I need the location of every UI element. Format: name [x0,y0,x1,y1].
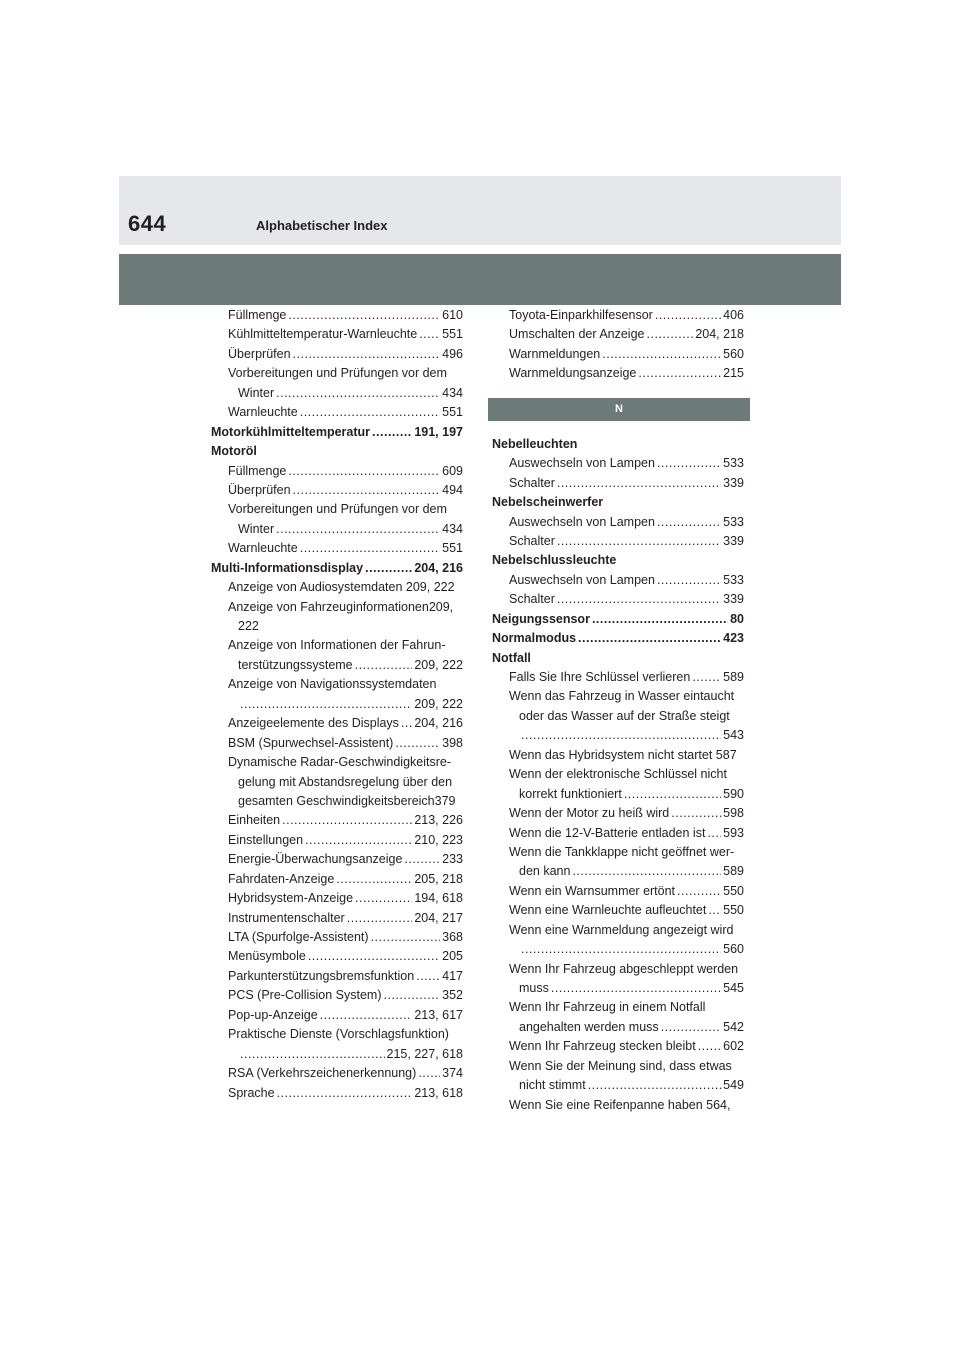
index-entry [492,325,744,344]
index-page-ref: 496 [442,346,463,361]
index-entry-text: Auswechseln von Lampen [509,456,655,471]
index-entry [492,474,744,493]
dot-leader [657,571,721,590]
dot-leader [355,656,413,675]
index-entry-text: Schalter [509,592,555,607]
index-main-entry: Nebelscheinwerfer [492,495,604,510]
index-entry-text: Umschalten der Anzeige [509,327,645,342]
index-entry [211,811,463,830]
index-page-ref: 204, 216 [414,716,463,731]
index-entry: Wenn die Tankklappe nicht geöffnet wer- [509,844,735,859]
index-entry [211,947,463,966]
index-entry-text: Auswechseln von Lampen [509,514,655,529]
dot-leader [282,811,412,830]
index-entry-text: angehalten werden muss [519,1019,659,1034]
dot-leader [365,559,412,578]
index-page-ref: 602 [723,1039,744,1054]
index-entry-text: Füllmenge [228,463,287,478]
index-column-right [492,306,744,1115]
index-entry: Wenn das Hybridsystem nicht startet 587 [509,747,737,762]
dot-leader [401,714,412,733]
index-entry [211,909,463,928]
dot-leader [578,629,721,648]
index-entry [211,986,463,1005]
index-entry: Anzeige von Fahrzeuginformationen209, [228,599,454,614]
dot-leader [624,785,721,804]
index-entry [211,520,463,539]
index-entry [492,940,744,959]
index-entry-text: PCS (Pre-Collision System) [228,988,382,1003]
dot-leader [657,454,721,473]
index-main-entry: Motoröl [211,444,257,459]
index-page-ref: 598 [723,806,744,821]
index-entry [211,695,463,714]
index-entry [492,726,744,745]
index-entry: Anzeige von Audiosystemdaten 209, 222 [228,580,455,595]
index-page-ref: 204, 218 [695,327,744,342]
index-column-left [211,306,463,1103]
dot-leader [355,889,412,908]
index-entry [492,901,744,920]
index-main-entry: Notfall [492,650,531,665]
dot-leader [572,862,721,881]
index-entry [211,1064,463,1083]
index-page-ref: 550 [723,883,744,898]
index-entry-text: den kann [519,864,571,879]
dot-leader [419,325,440,344]
dot-leader [240,1045,385,1064]
index-entry: Anzeige von Informationen der Fahrun- [228,638,446,653]
index-entry-text: Winter [238,385,275,400]
index-entry: Anzeige von Navigationssystemdaten [228,677,437,692]
dot-leader [276,520,440,539]
index-page-ref: 423 [723,631,744,646]
index-entry [211,403,463,422]
index-entry-text: Einheiten [228,813,281,828]
dot-leader [677,882,721,901]
index-page-ref: 209, 222 [414,696,463,711]
index-entry: gelung mit Abstandsregelung über den [238,774,453,789]
index-page-ref: 551 [442,541,463,556]
index-entry [492,454,744,473]
index-entry [492,824,744,843]
index-entry-text: Warnmeldungen [509,346,601,361]
index-entry-text: Energie-Überwachungsanzeige [228,852,403,867]
page-number: 644 [128,211,167,236]
index-group-previous [492,306,744,384]
index-page-ref: 213, 226 [414,813,463,828]
dot-leader [551,979,721,998]
index-page-ref: 549 [723,1078,744,1093]
dot-leader [692,668,721,687]
index-page-ref: 213, 618 [414,1085,463,1100]
index-entry-text: Fahrdaten-Anzeige [228,871,335,886]
dot-leader [320,1006,413,1025]
header-band [119,254,841,305]
index-entry-text: Falls Sie Ihre Schlüssel verlieren [509,670,691,684]
index-page-ref: 205 [442,949,463,964]
index-entry-text: Warnmeldungsanzeige [509,366,637,381]
index-page-ref: 406 [723,308,744,322]
dot-leader [657,513,721,532]
index-entry-text: Wenn Ihr Fahrzeug stecken bleibt [509,1039,696,1054]
index-entry-text: Wenn eine Warnleuchte aufleuchtet [509,903,707,918]
index-page-ref: 398 [442,735,463,750]
index-entry: Wenn Sie der Meinung sind, dass etwas [509,1058,732,1073]
index-entry: Praktische Dienste (Vorschlagsfunktion) [228,1027,449,1042]
index-entry: Vorbereitungen und Prüfungen vor dem [228,502,447,517]
index-entry: gesamten Geschwindigkeitsbereich379 [238,793,456,808]
index-entry-text: muss [519,981,549,995]
index-entry: Dynamische Radar-Geschwindigkeitsre- [228,755,451,770]
index-entry: Wenn das Fahrzeug in Wasser eintaucht [509,689,735,704]
index-page-ref: 610 [442,308,463,322]
dot-leader [416,967,440,986]
index-entry [211,306,463,325]
index-entry-text: Hybridsystem-Anzeige [228,891,354,906]
dot-leader [418,1064,440,1083]
index-entry-text: korrekt funktioniert [519,786,622,801]
index-entry-text: Parkunterstützungsbremsfunktion [228,968,415,983]
dot-leader [592,610,728,629]
index-page-ref: 205, 218 [414,871,463,886]
dot-leader [372,423,412,442]
index-entry-text: Wenn der Motor zu heiß wird [509,806,670,821]
dot-leader [602,345,721,364]
index-entry-text: Multi-Informationsdisplay [211,560,364,575]
index-entry [492,513,744,532]
index-entry [211,889,463,908]
index-entry-text: BSM (Spurwechsel-Assistent) [228,735,394,750]
index-entry [492,571,744,590]
index-entry: Wenn Ihr Fahrzeug in einem Notfall [509,1000,706,1015]
index-entry-text: Wenn die 12-V-Batterie entladen ist [509,825,706,840]
index-main-entry [492,629,744,648]
dot-leader [638,364,721,383]
index-entry [492,785,744,804]
index-entry [211,967,463,986]
dot-leader [655,306,721,325]
index-entry-text: RSA (Verkehrszeichenerkennung) [228,1066,417,1081]
dot-leader [647,325,694,344]
dot-leader [276,384,440,403]
index-page-ref: 551 [442,405,463,420]
index-page-ref: 533 [723,514,744,529]
index-entry-text: Warnleuchte [228,405,298,420]
index-page-ref: 434 [442,385,463,400]
dot-leader [288,306,440,325]
index-entry-text: Menüsymbole [228,949,306,964]
index-page-ref: 417 [442,968,463,983]
index-page-ref: 213, 617 [414,1007,463,1022]
index-entry-text: Warnleuchte [228,541,298,556]
dot-leader [521,940,721,959]
index-entry-text: Auswechseln von Lampen [509,572,655,587]
index-page-ref: 194, 618 [414,891,463,906]
dot-leader [347,909,413,928]
dot-leader [240,695,412,714]
index-entry [492,590,744,609]
index-entry: Wenn eine Warnmeldung angezeigt wird [509,922,734,937]
index-entry [492,1076,744,1095]
index-page-ref: 80 [730,611,744,626]
index-entry [492,345,744,364]
index-page-ref: 339 [723,592,744,607]
dot-leader [395,734,440,753]
index-page-ref: 210, 223 [414,832,463,847]
dot-leader [288,462,440,481]
index-entry [492,306,744,325]
dot-leader [588,1076,721,1095]
index-entry [211,850,463,869]
index-entry-text: nicht stimmt [519,1078,586,1093]
dot-leader [277,1084,413,1103]
index-entry [211,539,463,558]
index-entry-text: LTA (Spurfolge-Assistent) [228,930,369,944]
index-page-ref: 609 [442,463,463,478]
index-main-entry: Nebelleuchten [492,436,578,451]
index-main-entry [211,423,463,442]
index-page-ref: 560 [723,942,744,957]
index-page-ref: 589 [723,670,744,684]
index-entry-text: Motorkühlmitteltemperatur [211,424,371,439]
index-page-ref: 339 [723,533,744,548]
index-entry: oder das Wasser auf der Straße steigt [519,708,730,723]
index-entry-text: Kühlmitteltemperatur-Warnleuchte [228,327,418,342]
index-entry-text: Schalter [509,475,555,490]
index-entry: 222 [238,619,259,633]
index-entry-text: Anzeigeelemente des Displays [228,716,399,731]
index-main-entry: Nebelschlussleuchte [492,553,617,568]
dot-leader [707,824,721,843]
dot-leader [708,901,721,920]
index-page-ref: 543 [723,728,744,743]
index-entry [492,668,744,687]
dot-leader [293,345,441,364]
index-entry [211,714,463,733]
index-page-ref: 550 [723,903,744,918]
index-entry [492,882,744,901]
index-entry [492,862,744,881]
index-page-ref: 233 [442,852,463,867]
index-entry-text: Überprüfen [228,482,291,497]
index-page-ref: 209, 222 [414,657,463,672]
index-page-ref: 545 [723,981,744,995]
dot-leader [371,928,441,947]
index-page-ref: 374 [442,1066,463,1081]
dot-leader [384,986,441,1005]
index-page-ref: 339 [723,475,744,490]
index-page-ref: 191, 197 [414,424,463,439]
index-entry [211,325,463,344]
index-group-n [492,435,744,1115]
dot-leader [698,1037,721,1056]
index-entry [492,364,744,383]
index-main-entry [492,610,744,629]
index-entry [211,481,463,500]
index-entry-text: Einstellungen [228,832,304,847]
index-page-ref: 593 [723,825,744,840]
index-page-ref: 434 [442,521,463,536]
index-entry-text: Winter [238,521,275,536]
index-entry [211,1006,463,1025]
index-entry [211,831,463,850]
dot-leader [557,532,721,551]
index-entry-text: Toyota-Einparkhilfesensor [509,308,653,322]
index-page-ref: 551 [442,327,463,342]
index-page-ref: 204, 217 [414,910,463,925]
index-entry-text: Schalter [509,533,555,548]
index-entry [211,462,463,481]
index-entry [211,928,463,947]
index-entry-text: Normalmodus [492,631,577,646]
dot-leader [305,831,412,850]
header-bar [119,176,841,245]
index-entry: Wenn Sie eine Reifenpanne haben 564, [509,1097,731,1112]
page-title: Alphabetischer Index [256,218,388,233]
dot-leader [557,590,721,609]
index-entry [492,979,744,998]
index-entry [211,345,463,364]
dot-leader [308,947,440,966]
index-page-ref: 590 [723,786,744,801]
dot-leader [336,870,412,889]
index-page-ref: 215, 227, 618 [386,1046,463,1061]
index-entry [211,1045,463,1064]
index-entry [492,804,744,823]
index-page-ref: 542 [723,1019,744,1034]
index-page-ref: 560 [723,346,744,361]
index-entry: Vorbereitungen und Prüfungen vor dem [228,366,447,381]
dot-leader [300,539,440,558]
index-entry [492,1037,744,1056]
index-entry-text: Füllmenge [228,308,287,322]
section-letter-bar: N [488,398,750,421]
index-entry: Wenn Ihr Fahrzeug abgeschleppt werden [509,961,739,976]
index-entry [211,734,463,753]
dot-leader [521,726,721,745]
index-entry-text: Sprache [228,1085,275,1100]
index-entry-text: Neigungssensor [492,611,590,626]
index-page-ref: 494 [442,482,463,497]
index-page-ref: 533 [723,456,744,471]
index-page-ref: 533 [723,572,744,587]
index-entry-text: Pop-up-Anzeige [228,1007,318,1022]
index-entry [492,1018,744,1037]
dot-leader [661,1018,721,1037]
dot-leader [557,474,721,493]
index-entry-text: Wenn ein Warnsummer ertönt [509,883,676,898]
index-page-ref: 352 [442,988,463,1003]
dot-leader [293,481,441,500]
index-page-ref: 204, 216 [414,560,463,575]
index-entry-text: Instrumentenschalter [228,910,345,925]
index-page-ref: 215 [723,366,744,381]
dot-leader [671,804,721,823]
index-entry [211,1084,463,1103]
index-entry [211,870,463,889]
index-entry-text: Überprüfen [228,346,291,361]
index-entry [492,532,744,551]
index-page-ref: 589 [723,864,744,879]
dot-leader [300,403,440,422]
dot-leader [404,850,440,869]
index-page-ref: 368 [442,930,463,944]
index-entry [211,656,463,675]
index-entry-text: terstützungssysteme [238,657,353,672]
index-entry [211,384,463,403]
index-entry: Wenn der elektronische Schlüssel nicht [509,767,727,782]
index-main-entry [211,559,463,578]
